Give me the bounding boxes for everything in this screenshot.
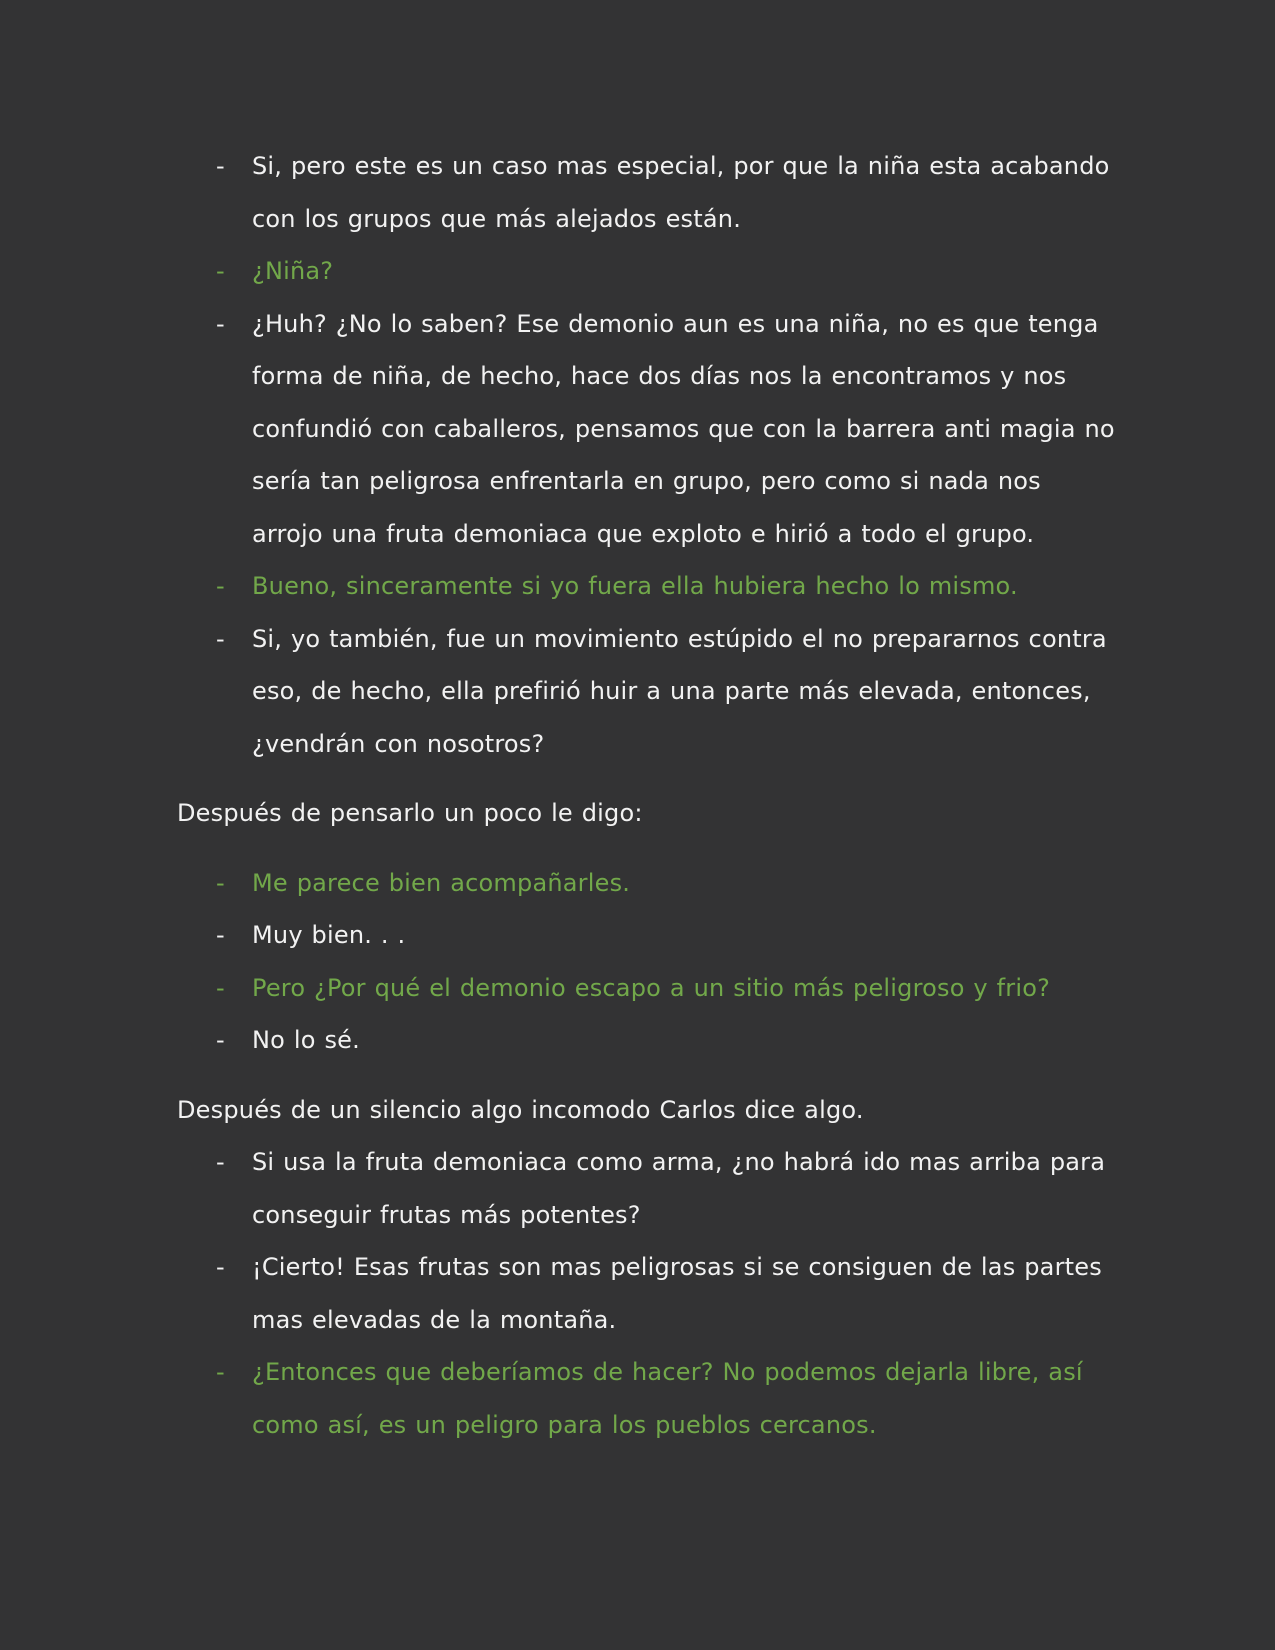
dialogue-line [0,613,1275,771]
dialogue-line-protagonist [0,1346,1275,1451]
dialogue-line-protagonist [0,560,1275,613]
spacer [0,840,1275,857]
dialogue-line [0,1136,1275,1241]
spacer [0,770,1275,787]
dash-bullet: - [216,868,225,897]
dash-bullet: - [216,1358,225,1386]
dialogue-line [0,140,1275,245]
dialogue-text: ¿Entonces que deberíamos de hacer? No podemos dejarla libre, así como así, es un peligro para los pueblos cercanos. [252,1358,1083,1439]
dialogue-text: Muy bien. . . [252,921,406,949]
dash-bullet: - [216,257,225,285]
dialogue-line [0,909,1275,962]
dialogue-text: ¿Huh? ¿No lo saben? Ese demonio aun es una niña, no es que tenga forma de niña, de hecho, hace dos días nos la encontramos y nos confundió con caballeros, pensamos que con la barrera anti magia no sería tan peligrosa enfrentarla en grupo, pero como si nada nos arrojo una fruta demoniaca que exploto e hirió a todo el grupo. [252,309,1115,548]
dash-bullet: - [216,1253,225,1281]
dialogue-line [0,1241,1275,1346]
dialogue-text: ¡Cierto! Esas frutas son mas peligrosas si se consiguen de las partes mas elevadas de la montaña. [252,1253,1102,1334]
dash-bullet: - [216,572,225,600]
document-page [0,140,1275,1451]
dialogue-text: Me parece bien acompañarles. [252,868,631,897]
dialogue-line-protagonist [0,962,1275,1015]
dialogue-text: Si, yo también, fue un movimiento estúpido el no prepararnos contra eso, de hecho, ella prefirió huir a una parte más elevada, entonces, ¿vendrán con nosotros? [252,624,1107,758]
dialogue-text: No lo sé. [252,1026,360,1054]
dialogue-text: ¿Niña? [252,257,334,285]
dialogue-line-protagonist [0,245,1275,298]
dialogue-text: Bueno, sinceramente si yo fuera ella hubiera hecho lo mismo. [252,572,1018,600]
dialogue-text: Si, pero este es un caso mas especial, por que la niña esta acabando con los grupos que más alejados están. [252,152,1110,233]
dash-bullet: - [216,1026,225,1054]
dash-bullet: - [216,973,225,1002]
spacer [0,1067,1275,1084]
dash-bullet: - [216,1148,225,1176]
dash-bullet: - [216,624,225,653]
dialogue-line [0,298,1275,561]
narration-paragraph: Después de pensarlo un poco le digo: [177,799,643,827]
dialogue-text: Pero ¿Por qué el demonio escapo a un sitio más peligroso y frio? [252,973,1051,1002]
dialogue-line [0,1014,1275,1067]
dash-bullet: - [216,309,225,338]
dash-bullet: - [216,921,225,949]
dialogue-text: Si usa la fruta demoniaca como arma, ¿no habrá ido mas arriba para conseguir frutas más potentes? [252,1148,1106,1229]
narration-paragraph: Después de un silencio algo incomodo Carlos dice algo. [177,1095,864,1124]
dialogue-line-protagonist [0,857,1275,910]
dash-bullet: - [216,152,225,180]
